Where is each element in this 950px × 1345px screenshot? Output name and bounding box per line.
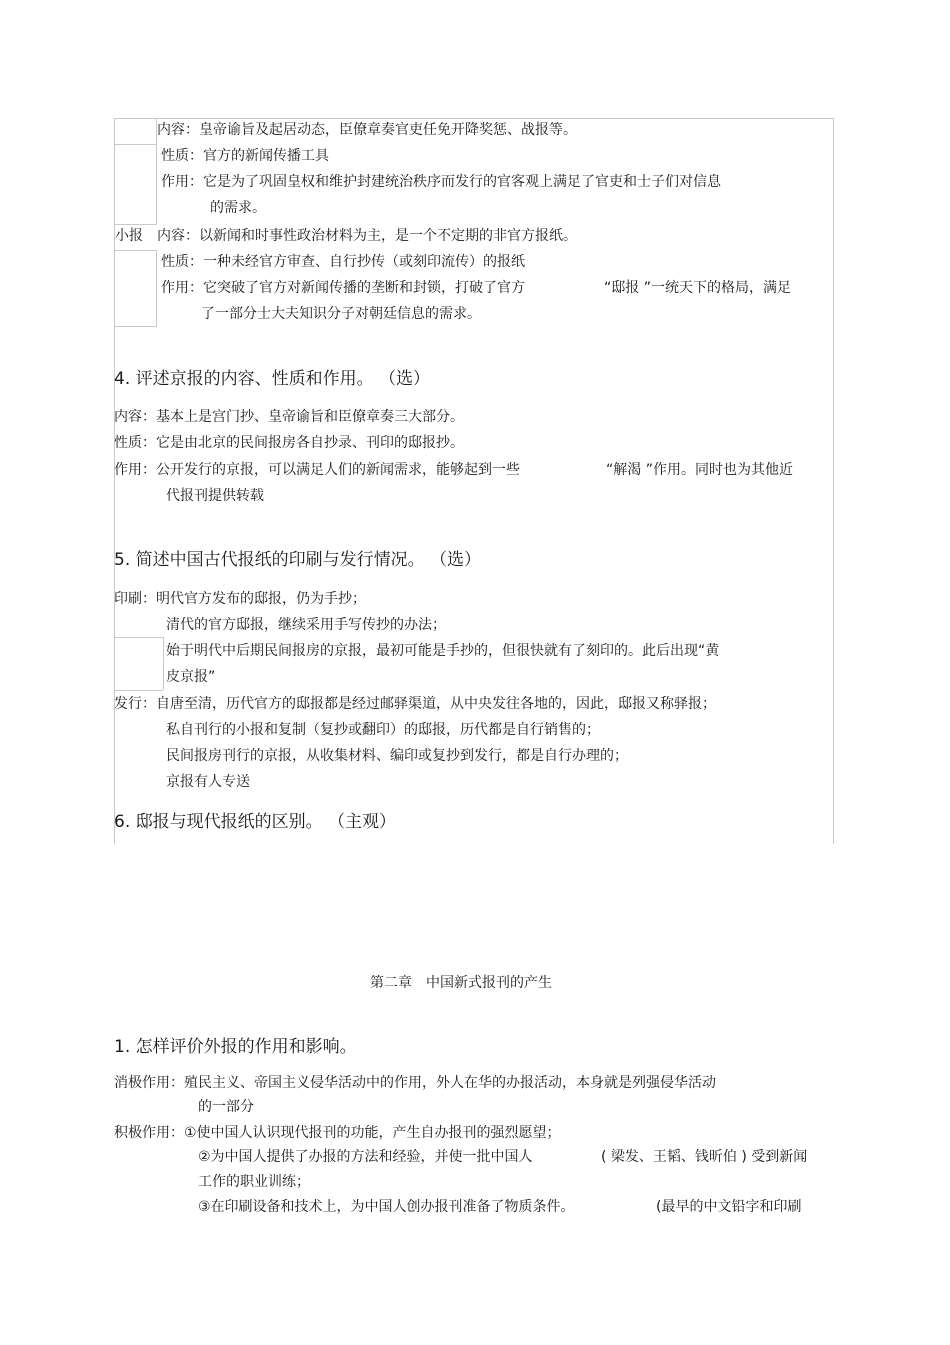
chapter-title: 第二章 中国新式报刊的产生 <box>370 975 552 991</box>
question-heading: 5. 简述中国古代报纸的印刷与发行情况。 （选） <box>114 550 482 570</box>
text-line: 印刷：明代官方发布的邸报，仍为手抄； <box>114 591 366 607</box>
table-border <box>156 144 157 224</box>
text-line: 消极作用：殖民主义、帝国主义侵华活动中的作用，外人在华的办报活动，本身就是列强侵华活动 <box>114 1075 716 1091</box>
text-line: ③在印刷设备和技术上，为中国人创办报刊准备了物质条件。 <box>198 1199 575 1215</box>
text-line: 作用：它是为了巩固皇权和维护封建统治秩序而发行的官客观上满足了官吏和士子们对信息 <box>161 174 721 190</box>
text-line: 性质：它是由北京的民间报房各自抄录、刊印的邸报抄。 <box>114 435 464 451</box>
table-border <box>833 118 834 844</box>
question-heading: 6. 邸报与现代报纸的区别。 （主观） <box>114 812 397 832</box>
text-line: 的需求。 <box>210 200 266 216</box>
text-line: 清代的官方邸报，继续采用手写传抄的办法； <box>166 617 446 633</box>
question-heading: 1. 怎样评价外报的作用和影响。 <box>114 1037 357 1057</box>
text-line: 京报有人专送 <box>166 774 250 790</box>
text-line: 性质：一种未经官方审查、自行抄传（或刻印流传）的报纸 <box>161 254 525 270</box>
text-line: 性质：官方的新闻传播工具 <box>161 148 329 164</box>
text-line: “解渴 ”作用。同时也为其他近 <box>606 462 793 478</box>
text-line: 发行：自唐至清，历代官方的邸报都是经过邮驿渠道，从中央发往各地的，因此，邸报又称驿报； <box>114 696 716 712</box>
text-line: 作用：它突破了官方对新闻传播的垄断和封锁，打破了官方 <box>161 280 525 296</box>
text-line: 工作的职业训练； <box>198 1174 310 1190</box>
text-line: 内容：基本上是宫门抄、皇帝谕旨和臣僚章奏三大部分。 <box>114 409 464 425</box>
text-line: 代报刊提供转载 <box>166 488 264 504</box>
text-line: ( 梁发、王韬、钱昕伯 ) 受到新闻 <box>601 1149 808 1165</box>
text-line: 始于明代中后期民间报房的京报，最初可能是手抄的，但很快就有了刻印的。此后出现“黄 <box>166 643 720 659</box>
text-line: 皮京报” <box>166 669 216 685</box>
text-line: (最早的中文铅字和印刷 <box>656 1199 802 1215</box>
table-border <box>114 118 834 119</box>
text-line: 内容：皇帝谕旨及起居动态，臣僚章奏官吏任免开降奖惩、战报等。 <box>157 122 577 138</box>
table-border <box>114 250 157 251</box>
text-line: 的一部分 <box>198 1099 254 1115</box>
question-heading: 4. 评述京报的内容、性质和作用。 （选） <box>114 369 431 389</box>
table-border <box>114 326 157 327</box>
table-border <box>114 637 163 638</box>
text-line: 民间报房刊行的京报，从收集材料、编印或复抄到发行，都是自行办理的； <box>166 748 628 764</box>
table-border <box>156 250 157 326</box>
text-line: 了一部分士大夫知识分子对朝廷信息的需求。 <box>201 306 481 322</box>
xiaobao-label: 小报 <box>115 228 143 244</box>
text-line: 私自刊行的小报和复制（复抄或翻印）的邸报，历代都是自行销售的； <box>166 722 600 738</box>
table-border <box>163 637 164 690</box>
text-line: 作用：公开发行的京报，可以满足人们的新闻需求，能够起到一些 <box>114 462 520 478</box>
table-border <box>114 690 163 691</box>
text-line: 积极作用：①使中国人认识现代报刊的功能，产生自办报刊的强烈愿望； <box>114 1125 561 1141</box>
text-line: ②为中国人提供了办报的方法和经验，并使一批中国人 <box>198 1149 533 1165</box>
text-line: “邸报 ”一统天下的格局，满足 <box>604 280 791 296</box>
table-border <box>114 224 157 225</box>
text-line: 内容：以新闻和时事性政治材料为主，是一个不定期的非官方报纸。 <box>157 228 577 244</box>
table-border <box>114 144 157 145</box>
